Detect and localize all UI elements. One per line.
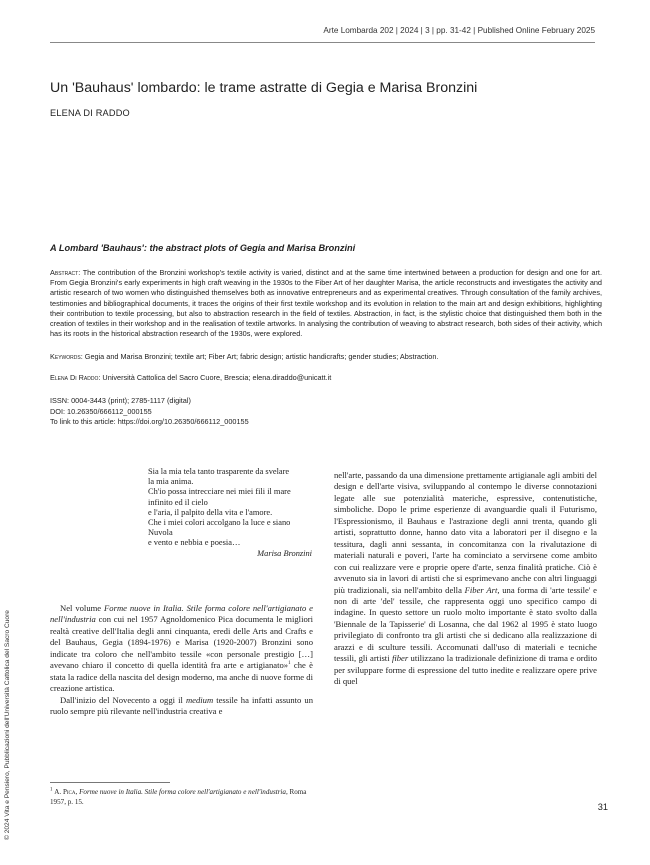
body-paragraph bbox=[50, 695, 313, 718]
epigraph-line: e l'aria, il palpito della vita e l'amore. bbox=[148, 507, 273, 517]
epigraph-line: Che i miei colori accolgano la luce e siano bbox=[148, 518, 291, 528]
running-head: Arte Lombarda 202 | 2024 | 3 | pp. 31-42 | Published Online February 2025 bbox=[323, 26, 595, 35]
body-text: con cui nel 1957 Agnoldomenico Pica documenta le migliori realtà creative dell'Italia degli anni cinquanta, eredi delle Arts and Crafts e del Bauhaus, Gegia (1894-1976) e Marisa (1920-2007) Bronzini sono indicate tra coloro che nell'ambito tessile «con personale prestigio […] avevano chiaro il concetto di quella identità fra arte e artigianato» bbox=[50, 614, 313, 671]
page-number: 31 bbox=[597, 802, 608, 812]
copyright-sidebar: © 2024 Vita e Pensiero, Pubblicazioni dell'Università Cattolica del Sacro Cuore bbox=[4, 610, 11, 840]
epigraph-line: Ch'io possa intrecciare nei miei fili il mare bbox=[148, 487, 291, 497]
epigraph-line: Nuvola bbox=[148, 528, 173, 538]
body-text: tessile ha infatti assunto un ruolo sempre più rilevante nell'industria creativa e bbox=[50, 694, 313, 717]
epigraph-line: Sia la mia tela tanto trasparente da svelare bbox=[148, 467, 290, 476]
english-title: A Lombard 'Bauhaus': the abstract plots of Gegia and Marisa Bronzini bbox=[50, 243, 356, 253]
footnote-rule bbox=[50, 782, 170, 783]
emphasis: medium bbox=[185, 694, 214, 705]
article-author: ELENA DI RADDO bbox=[50, 108, 130, 118]
affiliation-name: Elena Di Raddo: bbox=[50, 373, 101, 382]
epigraph bbox=[148, 467, 312, 559]
doi: DOI: 10.26350/666112_000155 bbox=[50, 406, 152, 416]
article-title: Un 'Bauhaus' lombardo: le trame astratte di Gegia e Marisa Bronzini bbox=[50, 80, 478, 96]
footnote-title: Forme nuove in Italia. Stile forma colore nell'artigianato e nell'industria bbox=[79, 788, 286, 796]
epigraph-line: e vento e nebbia e poesia… bbox=[148, 538, 241, 548]
epigraph-line: infinito ed il cielo bbox=[148, 497, 208, 507]
footnote bbox=[50, 788, 320, 807]
article-link[interactable]: To link to this article: https://doi.org/10.26350/666112_000155 bbox=[50, 417, 249, 427]
footnote-number: 1 bbox=[50, 787, 53, 793]
keywords-text: Gegia and Marisa Bronzini; textile art; Fiber Art; fabric design; artistic handicrafts; gender studies; Abstraction. bbox=[84, 352, 439, 361]
body-text: Dall'inizio del Novecento a oggi il bbox=[60, 694, 186, 705]
epigraph-line: la mia anima. bbox=[148, 477, 194, 487]
affiliation-text: Università Cattolica del Sacro Cuore, Brescia; elena.diraddo@unicatt.it bbox=[102, 373, 332, 382]
body-column-left bbox=[50, 603, 313, 718]
keywords-label: Keywords: bbox=[50, 352, 83, 361]
footnote-text: , Roma 1957, p. 15. bbox=[50, 788, 307, 806]
keywords bbox=[50, 352, 602, 362]
body-column-right bbox=[334, 470, 597, 688]
body-text: utilizzano la tradizionale definizione di trama e ordito per sviluppare forme di espressione del tutto inedite e realizzare opere prive di quel bbox=[334, 653, 598, 687]
author-affiliation bbox=[50, 373, 602, 383]
body-paragraph bbox=[50, 603, 313, 695]
article-identifiers bbox=[50, 396, 249, 428]
body-paragraph bbox=[334, 470, 597, 688]
emphasis: Fiber Art bbox=[464, 584, 498, 595]
book-title: Forme nuove in Italia. Stile forma colore nell'artigianato e nell'industria bbox=[50, 603, 313, 625]
epigraph-signature: Marisa Bronzini bbox=[257, 548, 312, 558]
body-text: Nel volume bbox=[60, 603, 105, 613]
emphasis: fiber bbox=[391, 653, 409, 664]
abstract-label: Abstract: bbox=[50, 268, 81, 277]
footnote-author: A. Pica, bbox=[54, 788, 80, 796]
abstract-text: The contribution of the Bronzini workshop's textile activity is varied, distinct and at the same time intertwined between a production for design and one for art. From Gegia Bronzini's early experiments in high craft weaving in the 1930s to the Fiber Art of her daughter Marisa, the article reconstructs and investigates the activity and artistic research of two women who distinguished themselves both as innovative entrepreneurs and as experimental creatives. Through consultation of the family archives, testimonies and bibliographical documents, it traces the origins of their first textile workshop and its evolution in relation to the main art and design exhibitions, highlighting their contribution to textile processing, but also to abstraction research in the field of textiles. Abstraction, in fact, is the stylistic choice that distinguished them both in the creation of textiles in their workshop and in the realisation of textile artworks. In analysing the contribution of weaving to abstract research, both sides of their activity, which has its roots in the historical abstraction research of the 1930s, were explored. bbox=[50, 268, 602, 339]
header-rule bbox=[50, 42, 595, 43]
body-text: che è stata la radice della nascita del design moderno, ma anche di nuove forme di creazione artistica. bbox=[50, 660, 313, 694]
body-text: , una forma di 'arte tessile' e non di arte 'del' tessile, che rappresenta oggi uno specifico campo di indagine. In questo settore un ruolo molto importante è stato svolto dalla 'Biennale de la Tapisserie' di Losanna, che dal 1962 al 1995 è stato luogo privilegiato di confronto tra gli artisti che si dedicano alla realizzazione di arazzi e di sculture tessili. Accomunati dall'uso di materiali e tecniche tessili, gli artisti bbox=[334, 584, 597, 664]
footnote-ref[interactable]: 1 bbox=[288, 661, 291, 667]
abstract bbox=[50, 268, 602, 339]
body-text: nell'arte, passando da una dimensione prettamente artigianale agli ambiti del design e dell'arte visiva, sviluppando al contempo le diverse connotazioni legate alle sue potenzialità materiche, espressive, contenutistiche, simboliche. Dopo le prime esperienze di avanguardie quali il Futurismo, l'Espressionismo, il Bauhaus e l'astrazione degli anni trenta, quando gli artisti, soprattutto donne, hanno dato vita a laboratori per il disegno e la tessitura, dagli anni sessanta, in concomitanza con la rivalutazione di materiali naturali e poveri, l'arte ha cominciato a servirsene come ambito con cui realizzare vere e proprie opere d'arte, senza finalità pratiche. Ciò è avvenuto sia in lavori di artisti che si esprimevano anche con altri linguaggi più tradizionali, sia nell'ambito della bbox=[334, 470, 597, 595]
issn: ISSN: 0004-3443 (print); 2785-1117 (digital) bbox=[50, 396, 191, 405]
